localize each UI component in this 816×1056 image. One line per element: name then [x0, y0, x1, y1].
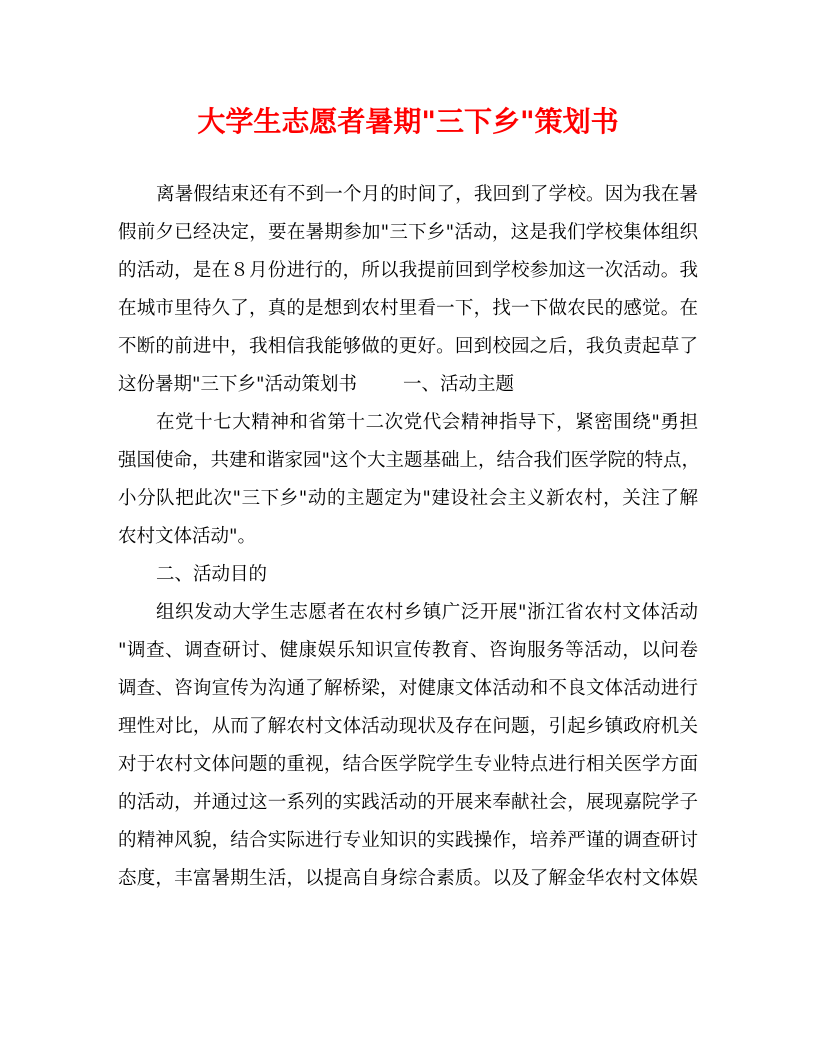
body-line: 的活动，是在８月份进行的，所以我提前回到学校参加这一次活动。我: [118, 260, 698, 281]
body-line: 理性对比，从而了解农村文体活动现状及存在问题，引起乡镇政府机关: [118, 716, 698, 737]
section-heading-purpose: 二、活动目的: [156, 564, 268, 585]
body-line: 小分队把此次"三下乡"动的主题定为"建设社会主义新农村，关注了解: [118, 488, 698, 509]
body-line: 强国使命，共建和谐家园"这个大主题基础上，结合我们医学院的特点，: [118, 450, 701, 471]
body-line: "调查、调查研讨、健康娱乐知识宣传教育、咨询服务等活动，以问卷: [118, 640, 698, 661]
section-heading-theme: 一、活动主题: [403, 374, 515, 395]
body-line: 假前夕已经决定，要在暑期参加"三下乡"活动，这是我们学校集体组织: [118, 222, 698, 243]
body-line: 在党十七大精神和省第十二次党代会精神指导下，紧密围绕"勇担: [156, 412, 698, 433]
document-body: [118, 176, 701, 898]
body-line: 农村文体活动"。: [118, 526, 257, 547]
body-line: 的精神风貌，结合实际进行专业知识的实践操作，培养严谨的调查研讨: [118, 830, 698, 851]
body-line: 在城市里待久了，真的是想到农村里看一下，找一下做农民的感觉。在: [118, 298, 698, 319]
body-line: 这份暑期"三下乡"活动策划书: [118, 374, 358, 395]
body-line: 对于农村文体问题的重视，结合医学院学生专业特点进行相关医学方面: [118, 754, 698, 775]
document-title: 大学生志愿者暑期"三下乡"策划书: [197, 105, 619, 138]
body-line-with-heading: [118, 366, 698, 404]
body-line: 不断的前进中，我相信我能够做的更好。回到校园之后，我负责起草了: [118, 336, 698, 357]
body-line: 离暑假结束还有不到一个月的时间了，我回到了学校。因为我在暑: [156, 184, 698, 205]
body-line: 态度，丰富暑期生活，以提高自身综合素质。以及了解金华农村文体娱: [118, 868, 698, 889]
body-line: 调查、咨询宣传为沟通了解桥梁，对健康文体活动和不良文体活动进行: [118, 678, 698, 699]
body-line: 组织发动大学生志愿者在农村乡镇广泛开展"浙江省农村文体活动: [156, 602, 698, 623]
body-line: 的活动，并通过这一系列的实践活动的开展来奉献社会，展现嘉院学子: [118, 792, 698, 813]
